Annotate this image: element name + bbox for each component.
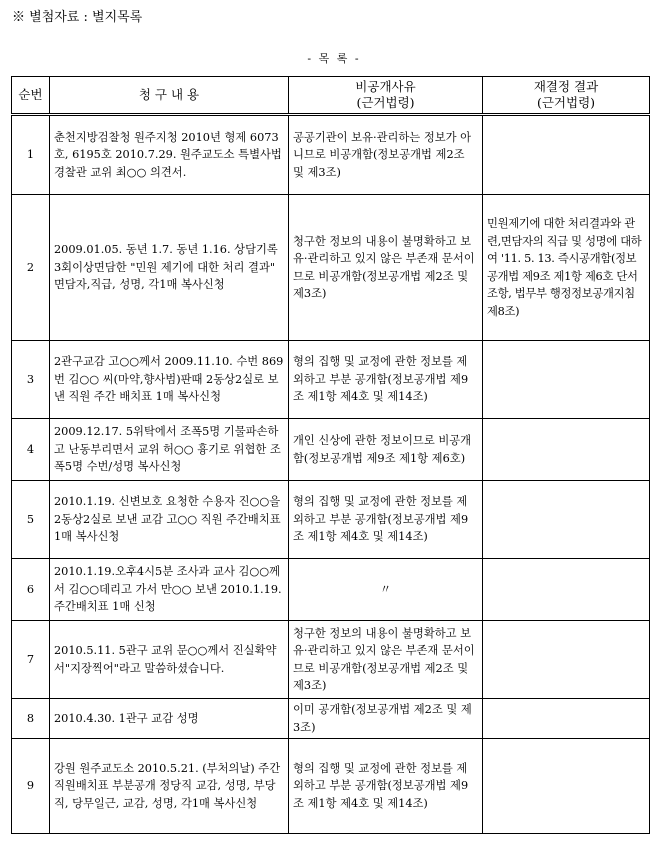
row-result: 민원제기에 대한 처리결과와 관련,면담자의 직급 및 성명에 대하여 '11. 5. 13. 즉시공개함(정보공개법 제9조 제1항 제6호 단서조항, 법무부 행정정보공개지침 제8조) [483, 195, 650, 341]
row-reason: 공공기관이 보유·관리하는 정보가 아니므로 비공개함(정보공개법 제2조 및 제3조) [289, 115, 483, 195]
row-no: 4 [12, 419, 50, 481]
header-reason [289, 77, 483, 115]
row-reason: 형의 집행 및 교정에 관한 정보를 제외하고 부분 공개함(정보공개법 제9조 제1항 제4호 및 제14조) [289, 739, 483, 834]
row-request: 강원 원주교도소 2010.5.21. (부처의날) 주간 직원배치표 부분공개 정당직 교감, 성명, 부당직, 당무일근, 교감, 성명, 각1매 복사신청 [50, 739, 289, 834]
row-reason: 개인 신상에 관한 정보이므로 비공개함(정보공개법 제9조 제1항 제6호) [289, 419, 483, 481]
row-request: 춘천지방검찰청 원주지청 2010년 형제 6073호, 6195호 2010.7.29. 원주교도소 특별사법경찰관 교위 최○○ 의견서. [50, 115, 289, 195]
row-result [483, 699, 650, 739]
row-no: 9 [12, 739, 50, 834]
row-request: 2009.12.17. 5위탁에서 조폭5명 기물파손하고 난동부리면서 교위 허○○ 흉기로 위협한 조폭5명 수번/성명 복사신청 [50, 419, 289, 481]
table-row [12, 419, 650, 481]
row-reason: 청구한 정보의 내용이 불명확하고 보유·관리하고 있지 않은 부존재 문서이므로 비공개함(정보공개법 제2조 및 제3조) [289, 621, 483, 699]
row-request: 2010.1.19.오후4시5분 조사과 교사 김○○께서 김○○데리고 가서 만○○ 보낸 2010.1.19. 주간배치표 1매 신청 [50, 559, 289, 621]
header-result-line2: (근거법령) [536, 95, 596, 110]
table-row [12, 341, 650, 419]
table-row [12, 481, 650, 559]
row-no: 7 [12, 621, 50, 699]
row-result [483, 739, 650, 834]
table-row [12, 739, 650, 834]
table-row [12, 195, 650, 341]
header-request: 청 구 내 용 [50, 77, 289, 115]
row-request: 2010.4.30. 1관구 교감 성명 [50, 699, 289, 739]
row-result [483, 419, 650, 481]
header-result [483, 77, 650, 115]
table-row [12, 621, 650, 699]
row-reason: 형의 집행 및 교정에 관한 정보를 제외하고 부분 공개함(정보공개법 제9조 제1항 제4호 및 제14조) [289, 481, 483, 559]
table-row [12, 115, 650, 195]
row-reason: 〃 [289, 559, 483, 621]
row-reason: 청구한 정보의 내용이 불명확하고 보유·관리하고 있지 않은 부존재 문서이므로 비공개함(정보공개법 제2조 및 제3조) [289, 195, 483, 341]
row-result [483, 621, 650, 699]
row-result [483, 115, 650, 195]
request-list-table [11, 76, 650, 834]
table-row [12, 699, 650, 739]
row-reason: 이미 공개함(정보공개법 제2조 및 제3조) [289, 699, 483, 739]
header-reason-line1: 비공개사유 [355, 79, 416, 94]
row-request: 2관구교감 고○○께서 2009.11.10. 수번 869번 김○○ 씨(마약,향사범)판때 2동상2실로 보낸 직원 주간 배치표 1매 복사신청 [50, 341, 289, 419]
row-no: 1 [12, 115, 50, 195]
header-no: 순번 [12, 77, 50, 115]
row-request: 2009.01.05. 동년 1.7. 동년 1.16. 상담기록 3회이상면담한 "민원 제기에 대한 처리 결과" 면담자,직급, 성명, 각1매 복사신청 [50, 195, 289, 341]
header-reason-line2: (근거법령) [356, 95, 415, 110]
row-no: 5 [12, 481, 50, 559]
table-row [12, 559, 650, 621]
row-request: 2010.1.19. 신변보호 요청한 수용자 진○○을 2동상2실로 보낸 교감 고○○ 직원 주간배치표 1매 복사신청 [50, 481, 289, 559]
row-result [483, 481, 650, 559]
row-no: 8 [12, 699, 50, 739]
row-no: 6 [12, 559, 50, 621]
row-reason: 형의 집행 및 교정에 관한 정보를 제외하고 부분 공개함(정보공개법 제9조 제1항 제4호 및 제14조) [289, 341, 483, 419]
row-request: 2010.5.11. 5관구 교위 문○○께서 진실확약서"지장찍어"라고 말씀하셨습니다. [50, 621, 289, 699]
list-title: - 목 록 - [307, 52, 361, 65]
row-no: 2 [12, 195, 50, 341]
row-no: 3 [12, 341, 50, 419]
attachment-note: ※ 별첨자료 : 별지목록 [12, 10, 143, 25]
header-result-line1: 재결정 결과 [533, 79, 599, 94]
row-result [483, 341, 650, 419]
row-result [483, 559, 650, 621]
table-header-row [12, 77, 650, 115]
